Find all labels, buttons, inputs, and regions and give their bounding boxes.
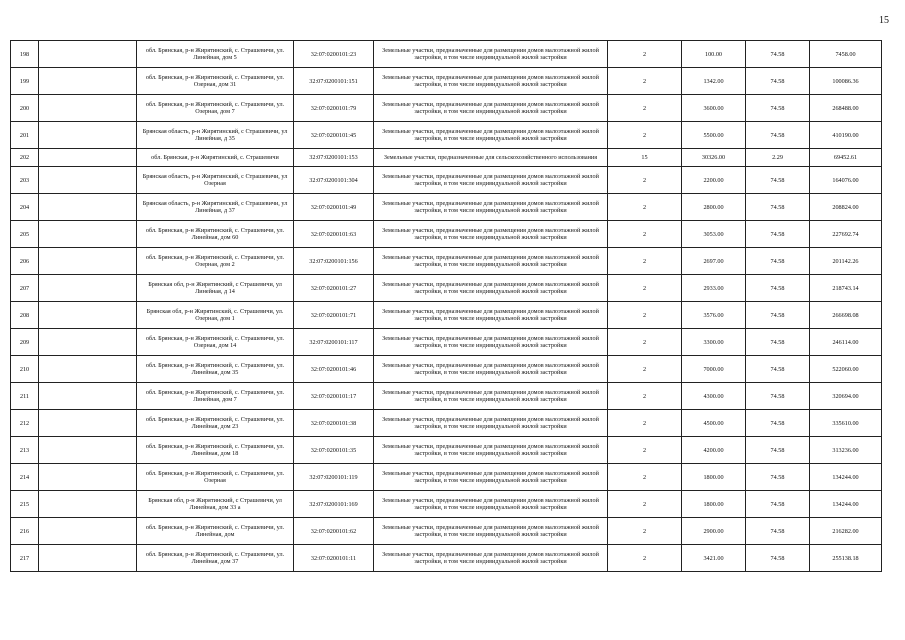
land-use-cell: Земельные участки, предназначенные для размещения домов малоэтажной жилой застройки, в том числе индивидуальной жилой застройки [374,68,608,95]
empty-cell [39,167,137,194]
table-row [11,194,882,221]
area-cell: 3421.00 [682,545,746,572]
empty-cell [39,464,137,491]
cadastral-number-cell: 32:07:0200101:35 [294,437,374,464]
address-cell: обл. Брянская, р-н Жирятинский, с. Страшевичи [137,149,294,167]
address-cell: Брянская область, р-н Жирятинский, с Страшевичи, ул Линейная, д 35 [137,122,294,149]
address-cell: обл. Брянская, р-н Жирятинский, с. Страшевичи, ул. Линейная, дом 5 [137,41,294,68]
land-use-cell: Земельные участки, предназначенные для размещения домов малоэтажной жилой застройки, в том числе индивидуальной жилой застройки [374,275,608,302]
area-cell: 2900.00 [682,518,746,545]
cadastral-number-cell: 32:07:0200101:23 [294,41,374,68]
empty-cell [39,68,137,95]
group-code-cell: 2 [608,545,682,572]
rate-cell: 74.58 [746,356,810,383]
land-use-cell: Земельные участки, предназначенные для размещения домов малоэтажной жилой застройки, в том числе индивидуальной жилой застройки [374,221,608,248]
group-code-cell: 2 [608,68,682,95]
cadastral-value-cell: 164076.00 [810,167,882,194]
row-number-cell: 206 [11,248,39,275]
group-code-cell: 2 [608,275,682,302]
row-number-cell: 199 [11,68,39,95]
rate-cell: 74.58 [746,41,810,68]
cadastral-value-cell: 313236.00 [810,437,882,464]
row-number-cell: 198 [11,41,39,68]
cadastral-value-cell: 201142.26 [810,248,882,275]
rate-cell: 74.58 [746,122,810,149]
rate-cell: 74.58 [746,194,810,221]
land-use-cell: Земельные участки, предназначенные для размещения домов малоэтажной жилой застройки, в том числе индивидуальной жилой застройки [374,248,608,275]
address-cell: обл. Брянская, р-н Жирятинский, с. Страшевичи, ул. Озерная [137,464,294,491]
address-cell: обл. Брянская, р-н Жирятинский, с. Страшевичи, ул. Озерная, дом 31 [137,68,294,95]
cadastral-value-cell: 255138.18 [810,545,882,572]
table-row [11,410,882,437]
land-plots-table [10,40,882,572]
row-number-cell: 212 [11,410,39,437]
empty-cell [39,149,137,167]
address-cell: обл. Брянская, р-н Жирятинский, с. Страшевичи, ул. Линейная, дом 35 [137,356,294,383]
group-code-cell: 2 [608,518,682,545]
row-number-cell: 216 [11,518,39,545]
cadastral-number-cell: 32:07:0200101:17 [294,383,374,410]
rate-cell: 74.58 [746,464,810,491]
row-number-cell: 217 [11,545,39,572]
row-number-cell: 205 [11,221,39,248]
table-row [11,149,882,167]
land-use-cell: Земельные участки, предназначенные для размещения домов малоэтажной жилой застройки, в том числе индивидуальной жилой застройки [374,95,608,122]
rate-cell: 74.58 [746,329,810,356]
table-row [11,302,882,329]
cadastral-value-cell: 218743.14 [810,275,882,302]
cadastral-number-cell: 32:07:0200101:119 [294,464,374,491]
group-code-cell: 2 [608,194,682,221]
group-code-cell: 2 [608,383,682,410]
group-code-cell: 2 [608,122,682,149]
table-row [11,491,882,518]
address-cell: Брянская обл, р-н Жирятинский, с Страшевичи, ул Линейная, дом 33 а [137,491,294,518]
area-cell: 2200.00 [682,167,746,194]
group-code-cell: 2 [608,491,682,518]
table-row [11,383,882,410]
table-row [11,545,882,572]
land-use-cell: Земельные участки, предназначенные для размещения домов малоэтажной жилой застройки, в том числе индивидуальной жилой застройки [374,329,608,356]
area-cell: 4500.00 [682,410,746,437]
area-cell: 1800.00 [682,491,746,518]
area-cell: 3576.00 [682,302,746,329]
land-use-cell: Земельные участки, предназначенные для размещения домов малоэтажной жилой застройки, в том числе индивидуальной жилой застройки [374,410,608,437]
cadastral-number-cell: 32:07:0200101:156 [294,248,374,275]
cadastral-number-cell: 32:07:0200101:153 [294,149,374,167]
cadastral-value-cell: 134244.00 [810,491,882,518]
group-code-cell: 2 [608,167,682,194]
row-number-cell: 209 [11,329,39,356]
group-code-cell: 2 [608,248,682,275]
area-cell: 3300.00 [682,329,746,356]
row-number-cell: 214 [11,464,39,491]
empty-cell [39,491,137,518]
table-row [11,437,882,464]
area-cell: 7000.00 [682,356,746,383]
cadastral-number-cell: 32:07:0200101:71 [294,302,374,329]
cadastral-number-cell: 32:07:0200101:38 [294,410,374,437]
row-number-cell: 204 [11,194,39,221]
rate-cell: 2.29 [746,149,810,167]
row-number-cell: 211 [11,383,39,410]
cadastral-value-cell: 134244.00 [810,464,882,491]
area-cell: 2800.00 [682,194,746,221]
table-row [11,275,882,302]
group-code-cell: 15 [608,149,682,167]
land-use-cell: Земельные участки, предназначенные для размещения домов малоэтажной жилой застройки, в том числе индивидуальной жилой застройки [374,545,608,572]
cadastral-value-cell: 7458.00 [810,41,882,68]
group-code-cell: 2 [608,302,682,329]
row-number-cell: 202 [11,149,39,167]
cadastral-value-cell: 268488.00 [810,95,882,122]
address-cell: Брянская область, р-н Жирятинский, с Страшевичи, ул Линейная, д 37 [137,194,294,221]
area-cell: 4200.00 [682,437,746,464]
group-code-cell: 2 [608,41,682,68]
address-cell: обл. Брянская, р-н Жирятинский, с. Страшевичи, ул. Линейная, дом 18 [137,437,294,464]
empty-cell [39,41,137,68]
empty-cell [39,122,137,149]
area-cell: 2933.00 [682,275,746,302]
land-use-cell: Земельные участки, предназначенные для размещения домов малоэтажной жилой застройки, в том числе индивидуальной жилой застройки [374,383,608,410]
group-code-cell: 2 [608,329,682,356]
group-code-cell: 2 [608,437,682,464]
group-code-cell: 2 [608,464,682,491]
address-cell: обл. Брянская, р-н Жирятинский, с. Страшевичи, ул. Линейная, дом 7 [137,383,294,410]
cadastral-number-cell: 32:07:0200101:304 [294,167,374,194]
table-row [11,518,882,545]
address-cell: Брянская обл, р-н Жирятинский, с. Страшевичи, ул. Озерная, дом 1 [137,302,294,329]
group-code-cell: 2 [608,410,682,437]
rate-cell: 74.58 [746,545,810,572]
cadastral-number-cell: 32:07:0200101:62 [294,518,374,545]
address-cell: обл. Брянская, р-н Жирятинский, с. Страшевичи, ул. Линейная, дом [137,518,294,545]
group-code-cell: 2 [608,221,682,248]
area-cell: 5500.00 [682,122,746,149]
land-use-cell: Земельные участки, предназначенные для размещения домов малоэтажной жилой застройки, в том числе индивидуальной жилой застройки [374,491,608,518]
cadastral-number-cell: 32:07:0200101:27 [294,275,374,302]
cadastral-value-cell: 410190.00 [810,122,882,149]
cadastral-number-cell: 32:07:0200101:45 [294,122,374,149]
land-use-cell: Земельные участки, предназначенные для размещения домов малоэтажной жилой застройки, в том числе индивидуальной жилой застройки [374,302,608,329]
cadastral-value-cell: 227692.74 [810,221,882,248]
empty-cell [39,437,137,464]
table-row [11,167,882,194]
group-code-cell: 2 [608,95,682,122]
land-use-cell: Земельные участки, предназначенные для размещения домов малоэтажной жилой застройки, в том числе индивидуальной жилой застройки [374,41,608,68]
address-cell: обл. Брянская, р-н Жирятинский, с. Страшевичи, ул. Линейная, дом 37 [137,545,294,572]
address-cell: обл. Брянская, р-н Жирятинский, с. Страшевичи, ул. Озерная, дом 2 [137,248,294,275]
cadastral-number-cell: 32:07:0200101:49 [294,194,374,221]
area-cell: 1342.00 [682,68,746,95]
land-use-cell: Земельные участки, предназначенные для размещения домов малоэтажной жилой застройки, в том числе индивидуальной жилой застройки [374,167,608,194]
empty-cell [39,383,137,410]
row-number-cell: 213 [11,437,39,464]
empty-cell [39,545,137,572]
rate-cell: 74.58 [746,410,810,437]
table-row [11,248,882,275]
row-number-cell: 203 [11,167,39,194]
land-use-cell: Земельные участки, предназначенные для размещения домов малоэтажной жилой застройки, в том числе индивидуальной жилой застройки [374,122,608,149]
empty-cell [39,518,137,545]
table-row [11,122,882,149]
empty-cell [39,329,137,356]
table-row [11,356,882,383]
rate-cell: 74.58 [746,383,810,410]
empty-cell [39,356,137,383]
cadastral-value-cell: 266698.08 [810,302,882,329]
cadastral-value-cell: 320694.00 [810,383,882,410]
rate-cell: 74.58 [746,68,810,95]
address-cell: обл. Брянская, р-н Жирятинский, с. Страшевичи, ул. Линейная, дом 23 [137,410,294,437]
empty-cell [39,410,137,437]
row-number-cell: 210 [11,356,39,383]
land-use-cell: Земельные участки, предназначенные для размещения домов малоэтажной жилой застройки, в том числе индивидуальной жилой застройки [374,518,608,545]
cadastral-value-cell: 246114.00 [810,329,882,356]
land-use-cell: Земельные участки, предназначенные для размещения домов малоэтажной жилой застройки, в том числе индивидуальной жилой застройки [374,356,608,383]
cadastral-value-cell: 100086.36 [810,68,882,95]
row-number-cell: 207 [11,275,39,302]
cadastral-value-cell: 208824.00 [810,194,882,221]
cadastral-value-cell: 216282.00 [810,518,882,545]
empty-cell [39,275,137,302]
rate-cell: 74.58 [746,167,810,194]
address-cell: Брянская область, р-н Жирятинский, с Страшевичи, ул Озерная [137,167,294,194]
area-cell: 3053.00 [682,221,746,248]
table-row [11,464,882,491]
cadastral-number-cell: 32:07:0200101:151 [294,68,374,95]
rate-cell: 74.58 [746,302,810,329]
table-body [11,41,882,572]
cadastral-value-cell: 522060.00 [810,356,882,383]
empty-cell [39,302,137,329]
area-cell: 2697.00 [682,248,746,275]
cadastral-value-cell: 335610.00 [810,410,882,437]
empty-cell [39,248,137,275]
land-use-cell: Земельные участки, предназначенные для размещения домов малоэтажной жилой застройки, в том числе индивидуальной жилой застройки [374,464,608,491]
rate-cell: 74.58 [746,95,810,122]
address-cell: обл. Брянская, р-н Жирятинский, с. Страшевичи, ул. Озерная, дом 14 [137,329,294,356]
row-number-cell: 215 [11,491,39,518]
address-cell: обл. Брянская, р-н Жирятинский, с. Страшевичи, ул. Линейная, дом 60 [137,221,294,248]
land-use-cell: Земельные участки, предназначенные для размещения домов малоэтажной жилой застройки, в том числе индивидуальной жилой застройки [374,437,608,464]
empty-cell [39,95,137,122]
row-number-cell: 208 [11,302,39,329]
area-cell: 30326.00 [682,149,746,167]
area-cell: 3600.00 [682,95,746,122]
cadastral-number-cell: 32:07:0200101:79 [294,95,374,122]
land-use-cell: Земельные участки, предназначенные для сельскохозяйственного использования [374,149,608,167]
land-use-cell: Земельные участки, предназначенные для размещения домов малоэтажной жилой застройки, в том числе индивидуальной жилой застройки [374,194,608,221]
page-number: 15 [879,15,889,26]
cadastral-number-cell: 32:07:0200101:46 [294,356,374,383]
area-cell: 4300.00 [682,383,746,410]
table-row [11,68,882,95]
cadastral-number-cell: 32:07:0200101:117 [294,329,374,356]
empty-cell [39,194,137,221]
group-code-cell: 2 [608,356,682,383]
empty-cell [39,221,137,248]
cadastral-number-cell: 32:07:0200101:11 [294,545,374,572]
cadastral-number-cell: 32:07:0200101:169 [294,491,374,518]
table-row [11,329,882,356]
table-row [11,41,882,68]
rate-cell: 74.58 [746,437,810,464]
rate-cell: 74.58 [746,248,810,275]
address-cell: обл. Брянская, р-н Жирятинский, с. Страшевичи, ул. Озерная, дом 7 [137,95,294,122]
row-number-cell: 201 [11,122,39,149]
address-cell: Брянская обл, р-н Жирятинский, с Страшевичи, ул Линейная, д 14 [137,275,294,302]
cadastral-value-cell: 69452.61 [810,149,882,167]
rate-cell: 74.58 [746,491,810,518]
rate-cell: 74.58 [746,221,810,248]
area-cell: 1800.00 [682,464,746,491]
cadastral-number-cell: 32:07:0200101:63 [294,221,374,248]
rate-cell: 74.58 [746,518,810,545]
row-number-cell: 200 [11,95,39,122]
rate-cell: 74.58 [746,275,810,302]
table-row [11,95,882,122]
table-row [11,221,882,248]
area-cell: 100.00 [682,41,746,68]
